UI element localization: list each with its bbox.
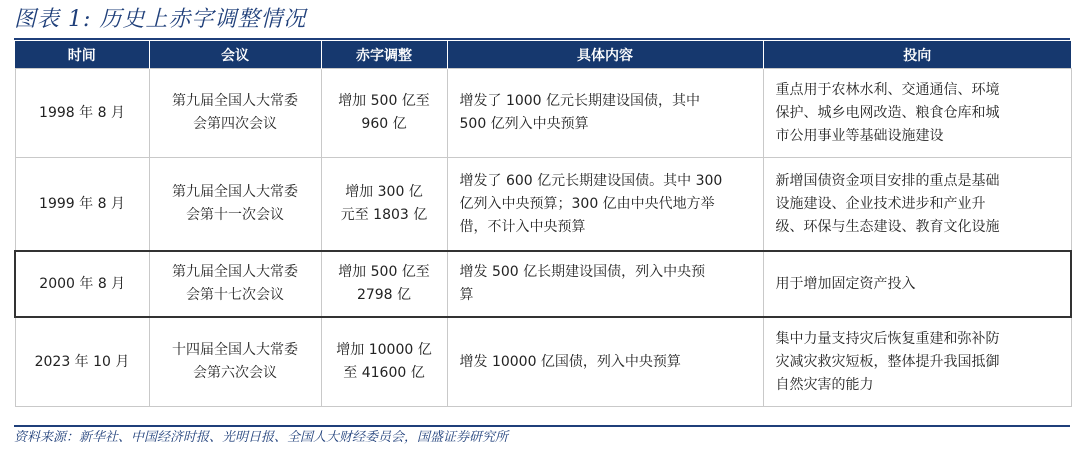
table-row bbox=[15, 69, 1071, 158]
cell-meeting bbox=[149, 69, 321, 158]
cell-deficit bbox=[321, 317, 447, 407]
cell-line: 自然灾害的能力 bbox=[775, 376, 874, 393]
cell-content bbox=[447, 317, 763, 407]
cell-meeting bbox=[149, 317, 321, 407]
cell-line: 借，不计入中央预算 bbox=[459, 218, 586, 235]
cell-line: 重点用于农林水利、交通通信、环境 bbox=[775, 81, 1000, 98]
cell-direction bbox=[763, 158, 1071, 252]
cell-line: 会第四次会议 bbox=[193, 116, 277, 132]
cell-line: 会第十七次会议 bbox=[186, 287, 284, 303]
cell-line: 增发了 600 亿元长期建设国债。其中 300 bbox=[459, 172, 723, 189]
table-row-highlighted bbox=[15, 251, 1071, 317]
cell-line: 灾减灾救灾短板，整体提升我国抵御 bbox=[775, 353, 1000, 370]
cell-line: 集中力量支持灾后恢复重建和弥补防 bbox=[775, 330, 1000, 347]
header-deficit: 赤字调整 bbox=[321, 41, 447, 69]
cell-direction bbox=[763, 251, 1071, 317]
cell-line: 算 bbox=[459, 287, 474, 303]
header-direction: 投向 bbox=[763, 41, 1071, 69]
cell-line: 增加 10000 亿 bbox=[336, 342, 432, 358]
cell-line: 增加 500 亿至 bbox=[338, 264, 430, 280]
table-row bbox=[15, 158, 1071, 252]
cell-time: 1999 年 8 月 bbox=[15, 158, 149, 252]
cell-deficit bbox=[321, 158, 447, 252]
cell-line: 级、环保与生态建设、教育文化设施 bbox=[775, 218, 1000, 235]
table-header-row bbox=[15, 41, 1071, 69]
cell-line: 元至 1803 亿 bbox=[340, 207, 428, 223]
bottom-divider bbox=[14, 425, 1070, 427]
cell-line: 十四届全国人大常委 bbox=[172, 342, 298, 358]
cell-line: 保护、城乡电网改造、粮食仓库和城 bbox=[775, 104, 1000, 121]
cell-direction bbox=[763, 317, 1071, 407]
cell-direction bbox=[763, 69, 1071, 158]
cell-content bbox=[447, 251, 763, 317]
cell-line: 第九届全国人大常委 bbox=[172, 264, 298, 280]
cell-line: 亿列入中央预算；300 亿由中央代地方举 bbox=[459, 195, 715, 212]
cell-meeting bbox=[149, 251, 321, 317]
cell-content bbox=[447, 158, 763, 252]
cell-line: 设施建设、企业技术进步和产业升 bbox=[775, 195, 986, 212]
cell-time: 2000 年 8 月 bbox=[15, 251, 149, 317]
cell-line: 会第十一次会议 bbox=[186, 207, 284, 223]
cell-line: 2798 亿 bbox=[356, 287, 412, 303]
cell-deficit bbox=[321, 251, 447, 317]
cell-line: 第九届全国人大常委 bbox=[172, 93, 298, 109]
title-divider bbox=[14, 38, 1070, 40]
header-content: 具体内容 bbox=[447, 41, 763, 69]
figure-title: 图表 1: 历史上赤字调整情况 bbox=[14, 7, 307, 32]
header-time: 时间 bbox=[15, 41, 149, 69]
cell-line: 市公用事业等基础设施建设 bbox=[775, 127, 944, 144]
cell-line: 增发 500 亿长期建设国债，列入中央预 bbox=[459, 264, 706, 280]
cell-line: 会第六次会议 bbox=[193, 365, 277, 381]
cell-line: 增发了 1000 亿元长期建设国债，其中 bbox=[459, 93, 701, 109]
table-row bbox=[15, 317, 1071, 407]
header-meeting: 会议 bbox=[149, 41, 321, 69]
cell-line: 第九届全国人大常委 bbox=[172, 184, 298, 200]
cell-content bbox=[447, 69, 763, 158]
cell-time: 2023 年 10 月 bbox=[15, 317, 149, 407]
source-note: 资料来源：新华社、中国经济时报、光明日报、全国人大财经委员会，国盛证券研究所 bbox=[14, 430, 509, 445]
cell-line: 至 41600 亿 bbox=[343, 365, 425, 381]
cell-line: 增加 500 亿至 bbox=[338, 93, 430, 109]
cell-deficit bbox=[321, 69, 447, 158]
cell-line: 960 亿 bbox=[361, 116, 407, 132]
cell-time: 1998 年 8 月 bbox=[15, 69, 149, 158]
cell-line: 增发 10000 亿国债，列入中央预算 bbox=[459, 353, 681, 370]
cell-line: 增加 300 亿 bbox=[345, 184, 423, 200]
cell-meeting bbox=[149, 158, 321, 252]
cell-line: 用于增加固定资产投入 bbox=[775, 275, 916, 292]
cell-line: 新增国债资金项目安排的重点是基础 bbox=[775, 172, 1000, 189]
deficit-adjustment-table bbox=[14, 41, 1072, 407]
cell-line: 500 亿列入中央预算 bbox=[459, 116, 589, 132]
